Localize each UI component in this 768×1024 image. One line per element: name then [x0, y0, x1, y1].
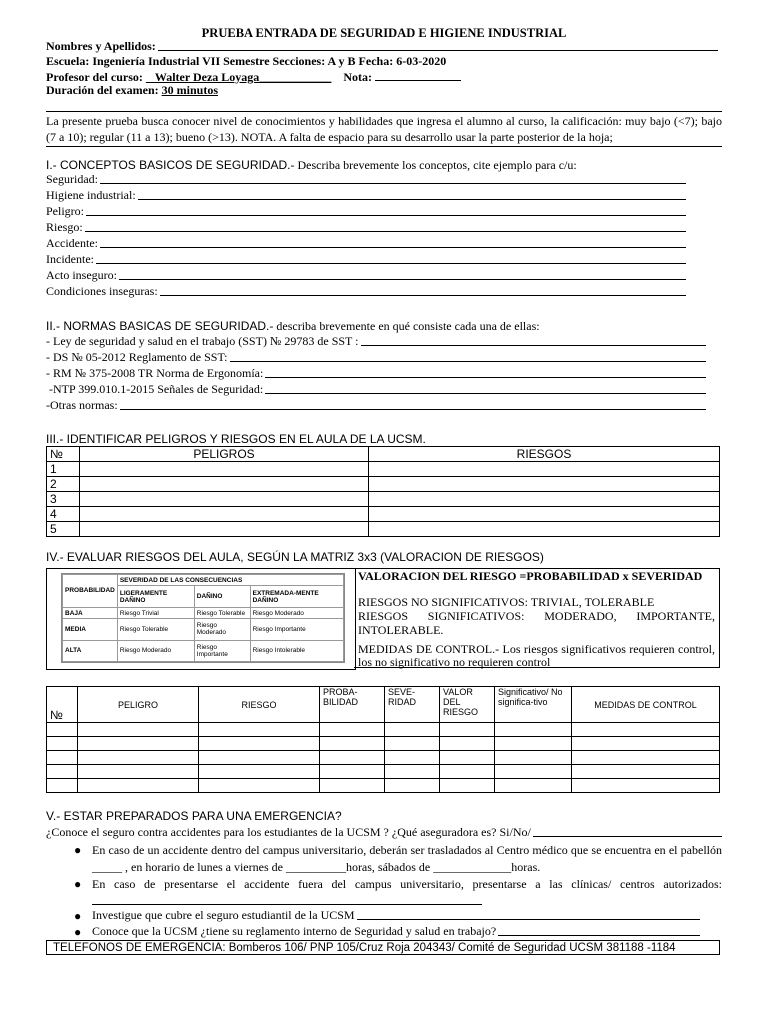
eval-cell[interactable]	[47, 737, 78, 751]
eval-cell[interactable]	[320, 751, 385, 765]
concepto-label: Incidente:	[46, 252, 94, 266]
seguro-question-text: ¿Conoce el seguro contra accidentes para los estudiantes de la UCSM ? ¿Qué aseguradora es? Si/No/	[46, 825, 531, 839]
table-row	[47, 779, 720, 793]
table-row	[47, 522, 720, 537]
eval-cell[interactable]	[495, 723, 572, 737]
peligro-cell[interactable]	[80, 492, 369, 507]
matrix-row	[63, 607, 344, 618]
row-number: 4	[47, 507, 80, 522]
peligro-cell[interactable]	[80, 477, 369, 492]
matrix-row	[63, 640, 344, 661]
eval-cell[interactable]	[440, 765, 495, 779]
concepto-label: Accidente:	[46, 236, 98, 250]
norma-label: - Ley de seguridad y salud en el trabajo (SST) № 29783 de SST :	[46, 334, 359, 348]
medidas-text: MEDIDAS DE CONTROL.- Los riesgos significativos requieren control, los no significativo no requieren control	[358, 642, 715, 669]
riesgo-cell[interactable]	[369, 462, 720, 477]
clinicas-field[interactable]	[92, 893, 482, 905]
matrix-probability: MEDIA	[63, 619, 118, 640]
bullet-text-2: En caso de presentarse el accidente fuera del campus universitario, presentarse a las clínicas/ centros autorizados:	[92, 876, 722, 910]
riesgo-cell[interactable]	[369, 522, 720, 537]
bullet-1: ●	[74, 843, 82, 857]
eval-col-header: №	[47, 687, 78, 723]
matrix-cell: Riesgo Moderado	[117, 640, 194, 661]
eval-cell[interactable]	[320, 765, 385, 779]
seguro-question[interactable]	[46, 825, 722, 840]
concepto-field-6[interactable]	[46, 252, 686, 267]
concepto-label: Peligro:	[46, 204, 84, 218]
norma-label: - DS № 05-2012 Reglamento de SST:	[46, 350, 228, 364]
eval-cell[interactable]	[440, 737, 495, 751]
col-num: №	[47, 447, 80, 462]
bullet-4: ●	[74, 925, 82, 939]
eval-cell[interactable]	[572, 751, 720, 765]
eval-cell[interactable]	[385, 779, 440, 793]
eval-cell[interactable]	[495, 765, 572, 779]
eval-cell[interactable]	[440, 779, 495, 793]
eval-col-header: MEDIDAS DE CONTROL	[572, 687, 720, 723]
table-row	[47, 765, 720, 779]
concepto-field-3[interactable]	[46, 204, 686, 219]
row-number: 2	[47, 477, 80, 492]
section5-heading: V.- ESTAR PREPARADOS PARA UNA EMERGENCIA?	[46, 809, 342, 823]
eval-cell[interactable]	[572, 723, 720, 737]
matrix-probability: BAJA	[63, 607, 118, 618]
matrix-cell: Riesgo Moderado	[250, 607, 343, 618]
nombres-label: Nombres y Apellidos:	[46, 39, 156, 53]
divider-top	[46, 111, 722, 112]
concepto-label: Higiene industrial:	[46, 188, 136, 202]
eval-cell[interactable]	[385, 751, 440, 765]
section2-heading: II.- NORMAS BASICAS DE SEGURIDAD.- describa brevemente en qué consiste cada una de ellas:	[46, 319, 540, 333]
concepto-label: Acto inseguro:	[46, 268, 117, 282]
table-row	[47, 462, 720, 477]
table-row	[47, 507, 720, 522]
matrix-probability: ALTA	[63, 640, 118, 661]
row-number: 5	[47, 522, 80, 537]
divider-intro	[46, 146, 722, 147]
eval-cell[interactable]	[47, 751, 78, 765]
riesgo-cell[interactable]	[369, 507, 720, 522]
row-number: 1	[47, 462, 80, 477]
concepto-label: Riesgo:	[46, 220, 83, 234]
eval-cell[interactable]	[495, 751, 572, 765]
bullet-3: ●	[74, 909, 82, 923]
telefonos-emergencia: TELEFONOS DE EMERGENCIA: Bomberos 106/ PNP 105/Cruz Roja 204343/ Comité de Seguridad UCSM 381188 -1184	[46, 940, 720, 955]
eval-cell[interactable]	[572, 737, 720, 751]
escuela-line: Escuela: Ingeniería Industrial VII Semestre Secciones: A y B Fecha: 6-03-2020	[46, 54, 447, 68]
eval-cell[interactable]	[78, 765, 199, 779]
peligro-cell[interactable]	[80, 462, 369, 477]
norma-label: -Otras normas:	[46, 398, 118, 412]
eval-col-header: SEVE-RIDAD	[385, 687, 440, 723]
concepto-field-2[interactable]	[46, 188, 686, 203]
row-number: 3	[47, 492, 80, 507]
eval-cell[interactable]	[320, 723, 385, 737]
reglamento-field[interactable]	[92, 924, 700, 939]
valoracion-title: VALORACION DEL RIESGO =PROBABILIDAD x SEVERIDAD	[358, 569, 703, 583]
eval-col-header: VALOR DEL RIESGO	[440, 687, 495, 723]
matrix-cell: Riesgo Importante	[250, 619, 343, 640]
matrix-row	[63, 619, 344, 640]
profesor-label: Profesor del curso:	[46, 70, 143, 84]
norma-field-1[interactable]	[46, 334, 706, 349]
eval-col-header: PROBA-BILIDAD	[320, 687, 385, 723]
concepto-field-7[interactable]	[46, 268, 686, 283]
peligros-table	[46, 446, 720, 537]
eval-cell[interactable]	[199, 751, 320, 765]
eval-col-header: RIESGO	[199, 687, 320, 723]
bullet-text-3: Investigue que cubre el seguro estudiantil de la UCSM	[92, 908, 355, 922]
table-row	[47, 492, 720, 507]
matrix-cell: Riesgo Tolerable	[117, 619, 194, 640]
nota-label: Nota:	[343, 70, 372, 84]
matrix-corner: PROBABILIDAD	[63, 575, 118, 608]
matrix-severity-header: DAÑINO	[194, 586, 250, 607]
eval-cell[interactable]	[78, 723, 199, 737]
eval-cell[interactable]	[78, 779, 199, 793]
norma-field-3[interactable]	[46, 366, 706, 381]
risk-matrix	[61, 573, 345, 663]
profesor-value: Walter Deza Loyaga____________	[154, 70, 332, 84]
eval-cell[interactable]	[385, 723, 440, 737]
eval-cell[interactable]	[47, 765, 78, 779]
concepto-field-8[interactable]	[46, 284, 686, 299]
eval-cell[interactable]	[320, 737, 385, 751]
concepto-label: Condiciones inseguras:	[46, 284, 158, 298]
norma-field-2[interactable]	[46, 350, 706, 365]
eval-cell[interactable]	[572, 779, 720, 793]
matrix-severity-header: LIGERAMENTE DAÑINO	[117, 586, 194, 607]
eval-cell[interactable]	[440, 723, 495, 737]
no-significativos-text: RIESGOS NO SIGNIFICATIVOS: TRIVIAL, TOLERABLE	[358, 595, 655, 609]
nombres-line	[158, 49, 718, 51]
page-title: PRUEBA ENTRADA DE SEGURIDAD E HIGIENE INDUSTRIAL	[201, 26, 567, 40]
eval-col-header: Significativo/ No significa-tivo	[495, 687, 572, 723]
matrix-cell: Riesgo Intolerable	[250, 640, 343, 661]
eval-cell[interactable]	[78, 751, 199, 765]
eval-cell[interactable]	[47, 779, 78, 793]
eval-cell[interactable]	[385, 737, 440, 751]
section3-heading: III.- IDENTIFICAR PELIGROS Y RIESGOS EN EL AULA DE LA UCSM.	[46, 432, 426, 446]
norma-field-5[interactable]	[46, 398, 706, 413]
duracion-value: 30 minutos	[161, 83, 218, 97]
evaluacion-table	[46, 686, 720, 793]
eval-cell[interactable]	[78, 737, 199, 751]
table-row	[47, 737, 720, 751]
concepto-field-1[interactable]	[46, 172, 686, 187]
eval-col-header: PELIGRO	[78, 687, 199, 723]
eval-cell[interactable]	[495, 737, 572, 751]
norma-field-4[interactable]	[46, 382, 706, 397]
significativos-text: RIESGOS SIGNIFICATIVOS: MODERADO, IMPORTANTE, INTOLERABLE.	[358, 609, 715, 637]
eval-cell[interactable]	[495, 779, 572, 793]
section1-heading: I.- CONCEPTOS BASICOS DE SEGURIDAD.- Describa brevemente los conceptos, cite ejemplo para c/u:	[46, 158, 577, 172]
riesgo-cell[interactable]	[369, 492, 720, 507]
investigue-field[interactable]	[92, 908, 700, 923]
risk-matrix-box	[46, 568, 356, 670]
eval-cell[interactable]	[199, 765, 320, 779]
section4-heading: IV.- EVALUAR RIESGOS DEL AULA, SEGÚN LA MATRIZ 3x3 (VALORACION DE RIESGOS)	[46, 550, 544, 564]
duracion-line	[46, 83, 722, 98]
eval-cell[interactable]	[440, 751, 495, 765]
col-riesgos: RIESGOS	[369, 447, 720, 462]
bullet-2: ●	[74, 877, 82, 891]
eval-cell[interactable]	[199, 779, 320, 793]
matrix-cell: Riesgo Importante	[194, 640, 250, 661]
eval-cell[interactable]	[320, 779, 385, 793]
eval-cell[interactable]	[572, 765, 720, 779]
intro-text: La presente prueba busca conocer nivel de conocimientos y habilidades que ingresa el alumno al curso, la calificación: muy bajo (<7); bajo (7 a 10); regular (11 a 13); bueno (>13). NOTA. A falta de espacio para su desarrollo usar la parte posterior de la hoja;	[46, 114, 722, 144]
matrix-cell: Riesgo Tolerable	[194, 607, 250, 618]
bullet-text-1: En caso de un accidente dentro del campus universitario, deberán ser trasladados al Centro médico que se encuentra en el pabellón _____ , en horario de lunes a viernes de __________horas, sábados de _____________horas.	[92, 843, 722, 874]
peligro-cell[interactable]	[80, 507, 369, 522]
concepto-label: Seguridad:	[46, 172, 98, 186]
matrix-group-header: SEVERIDAD DE LAS CONSECUENCIAS	[117, 575, 343, 586]
risk-matrix-table	[62, 574, 344, 662]
col-peligros: PELIGROS	[80, 447, 369, 462]
peligro-cell[interactable]	[80, 522, 369, 537]
eval-cell[interactable]	[47, 723, 78, 737]
matrix-severity-header: EXTREMADA-MENTE DAÑINO	[250, 586, 343, 607]
duracion-label: Duración del examen:	[46, 83, 159, 97]
valoracion-box	[354, 568, 720, 668]
eval-cell[interactable]	[385, 765, 440, 779]
eval-cell[interactable]	[199, 737, 320, 751]
riesgo-cell[interactable]	[369, 477, 720, 492]
eval-cell[interactable]	[199, 723, 320, 737]
norma-label: -NTP 399.010.1-2015 Señales de Seguridad:	[46, 382, 264, 396]
matrix-cell: Riesgo Moderado	[194, 619, 250, 640]
norma-label: - RM № 375-2008 TR Norma de Ergonomía:	[46, 366, 264, 380]
table-row	[47, 723, 720, 737]
table-row	[47, 751, 720, 765]
concepto-field-5[interactable]	[46, 236, 686, 251]
nota-field[interactable]	[375, 69, 461, 81]
bullet-text-4: Conoce que la UCSM ¿tiene su reglamento interno de Seguridad y salud en trabajo?	[92, 924, 497, 938]
nombres-field[interactable]	[46, 39, 718, 54]
table-row	[47, 477, 720, 492]
concepto-field-4[interactable]	[46, 220, 686, 235]
matrix-cell: Riesgo Trivial	[117, 607, 194, 618]
